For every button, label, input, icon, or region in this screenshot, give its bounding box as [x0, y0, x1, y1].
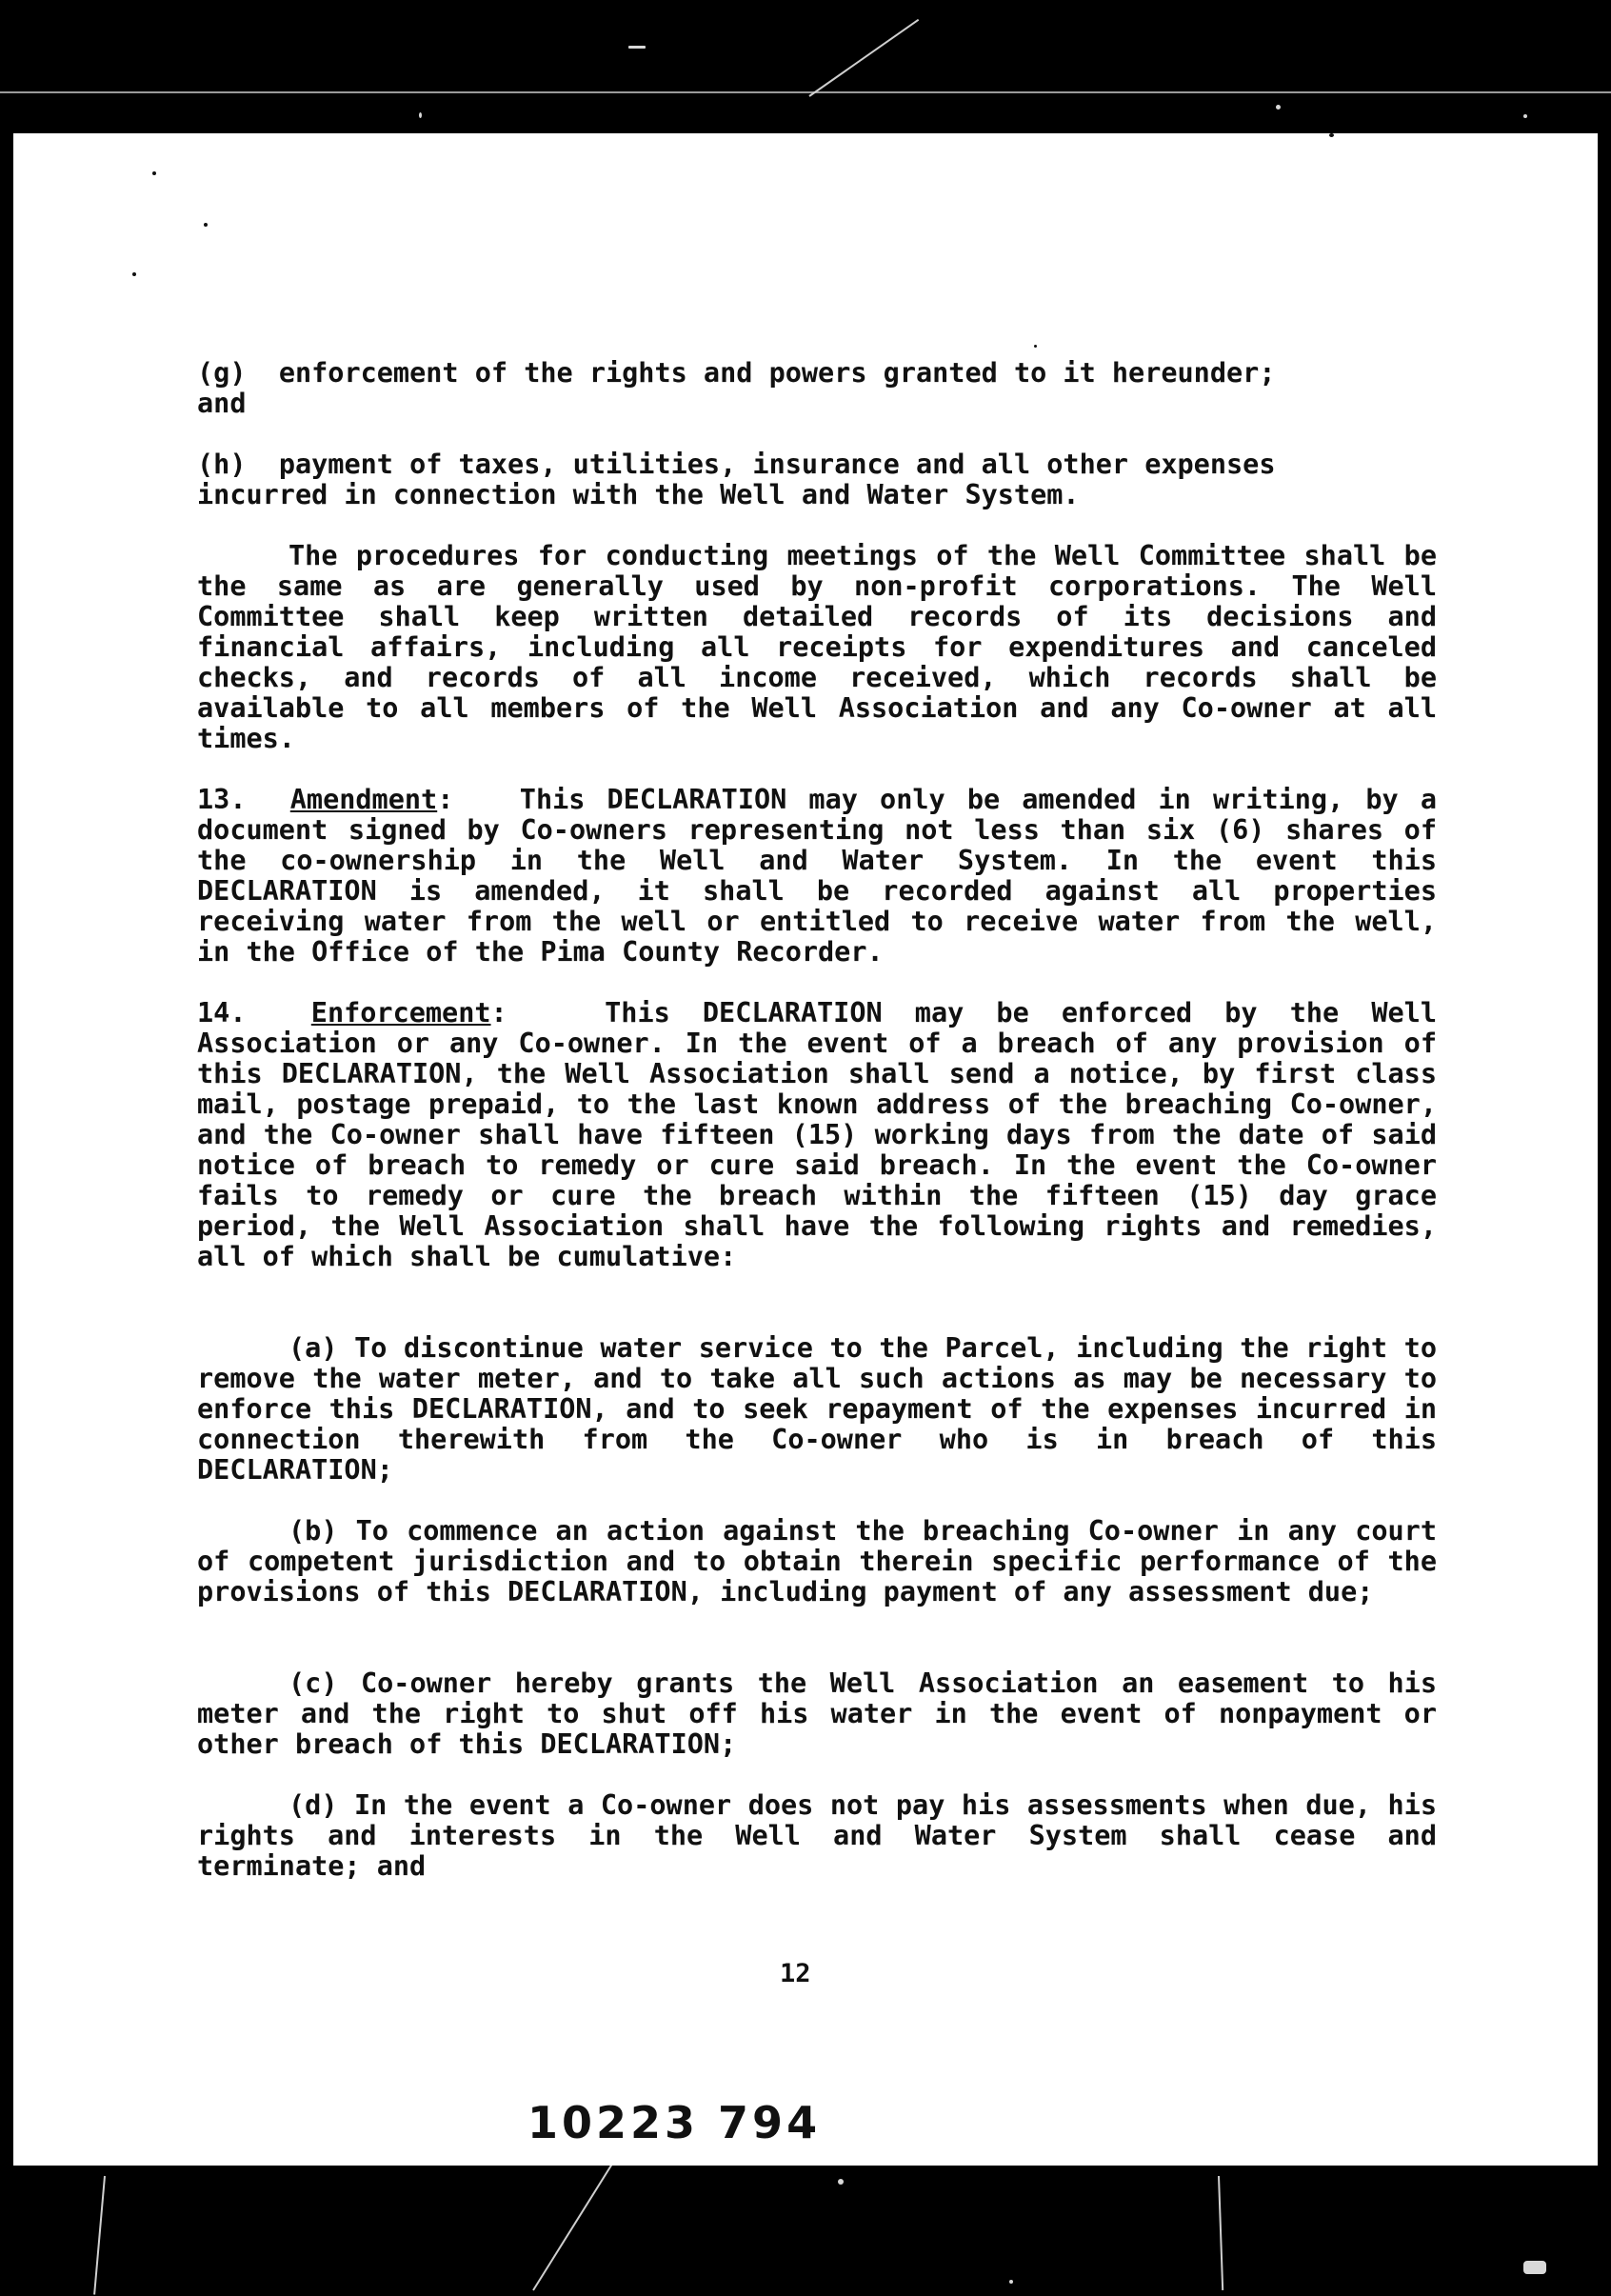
- section-13-number: 13.: [197, 784, 247, 815]
- scan-artifact-speck: [1523, 114, 1527, 118]
- remedy-c: (c) Co-owner hereby grants the Well Association an easement to his meter and the right to shut off his water in the event of nonpayment or other breach of this DECLARATION;: [197, 1667, 1437, 1760]
- scan-artifact-speck: [1034, 345, 1037, 348]
- scan-artifact-speck: [419, 112, 422, 118]
- scan-artifact-line: [93, 2176, 106, 2295]
- scan-artifact-line: [808, 19, 919, 97]
- section-14-body: This DECLARATION may be enforced by the Well Association or any Co-owner. In the event of a breach of any provision of this DECLARATION, the Well Association shall send a notice, by first class mail, postage prepaid, to the last known address of the breaching Co-owner, and the Co-owner shall have fifteen (15) working days from the date of said notice of breach to remedy or cure said breach. In the event the Co-owner fails to remedy or cure the breach within the fifteen (15) day grace period, the Well Association shall have the following rights and remedies, all of which shall be cumulative:: [197, 997, 1437, 1272]
- clause-g-marker: (g): [197, 357, 247, 389]
- section-14: 14. Enforcement: This DECLARATION may be enforced by the Well Association or any Co-owner. In the event of a breach of any provision of this DECLARATION, the Well Association shall send a notice, by first class mail, postage prepaid, to the last known address of the breaching Co-owner, and the Co-owner shall have fifteen (15) working days from the date of said notice of breach to remedy or cure said breach. In the event the Co-owner fails to remedy or cure the breach within the fifteen (15) day grace period, the Well Association shall have the following rights and remedies, all of which shall be cumulative:: [197, 997, 1437, 1272]
- clause-g-continuation: and: [197, 388, 247, 419]
- clause-g-text: enforcement of the rights and powers granted to it hereunder;: [278, 357, 1276, 389]
- document-page: [13, 133, 1598, 2166]
- scan-artifact-line: [532, 2145, 625, 2291]
- scan-artifact-speck: [1329, 133, 1334, 137]
- scan-artifact-speck: [132, 272, 136, 276]
- clause-h: [197, 449, 1437, 510]
- procedures-paragraph: The procedures for conducting meetings of the Well Committee shall be the same as are generally used by non-profit corporations. The Well Committee shall keep written detailed records of its decisions and financial affairs, including all receipts for expenditures and canceled checks, and records of all income received, which records shall be available to all members of the Well Association and any Co-owner at all times.: [197, 540, 1437, 754]
- clause-h-continuation: incurred in connection with the Well and Water System.: [197, 479, 1080, 510]
- page-number: 12: [780, 1959, 811, 1988]
- clause-g: [197, 358, 1437, 419]
- scan-artifact-speck: [1009, 2280, 1013, 2284]
- scan-artifact-speck: [1523, 2261, 1546, 2274]
- recording-number: 10223 794: [527, 2097, 822, 2148]
- section-13: 13. Amendment: This DECLARATION may only be amended in writing, by a document signed by Co-owners representing not less than six (6) shares of the co-ownership in the Well and Water System. In the event this DECLARATION is amended, it shall be recorded against all properties receiving water from the well or entitled to receive water from the well, in the Office of the Pima County Recorder.: [197, 784, 1437, 968]
- section-13-heading: Amendment: [289, 784, 438, 815]
- scan-artifact-speck: [838, 2179, 844, 2185]
- remedy-d: (d) In the event a Co-owner does not pay his assessments when due, his rights and interests in the Well and Water System shall cease and terminate; and: [197, 1789, 1437, 1882]
- scan-border-bottom: [0, 2166, 1611, 2296]
- scan-border-top: [0, 0, 1611, 133]
- remedy-a: (a) To discontinue water service to the Parcel, including the right to remove the water meter, and to take all such actions as may be necessary to enforce this DECLARATION, and to seek repayment of the expenses incurred in connection therewith from the Co-owner who is in breach of this DECLARATION;: [197, 1332, 1437, 1486]
- clause-h-marker: (h): [197, 449, 247, 480]
- remedy-b: (b) To commence an action against the breaching Co-owner in any court of competent jurisdiction and to obtain therein specific performance of the provisions of this DECLARATION, including payment of any assessment due;: [197, 1515, 1437, 1607]
- scan-artifact-line: [0, 91, 1611, 93]
- scan-artifact-speck: [628, 46, 646, 49]
- section-13-body: This DECLARATION may only be amended in writing, by a document signed by Co-owners representing not less than six (6) shares of the co-ownership in the Well and Water System. In the event this DECLARATION is amended, it shall be recorded against all properties receiving water from the well or entitled to receive water from the well, in the Office of the Pima County Recorder.: [197, 784, 1437, 968]
- section-14-heading: Enforcement: [310, 997, 491, 1028]
- scan-artifact-speck: [1276, 105, 1281, 110]
- scan-artifact-speck: [204, 223, 208, 227]
- clause-h-text: payment of taxes, utilities, insurance and all other expenses: [278, 449, 1276, 480]
- section-14-number: 14.: [197, 997, 247, 1028]
- scan-artifact-speck: [152, 171, 156, 175]
- scan-artifact-line: [1218, 2176, 1223, 2290]
